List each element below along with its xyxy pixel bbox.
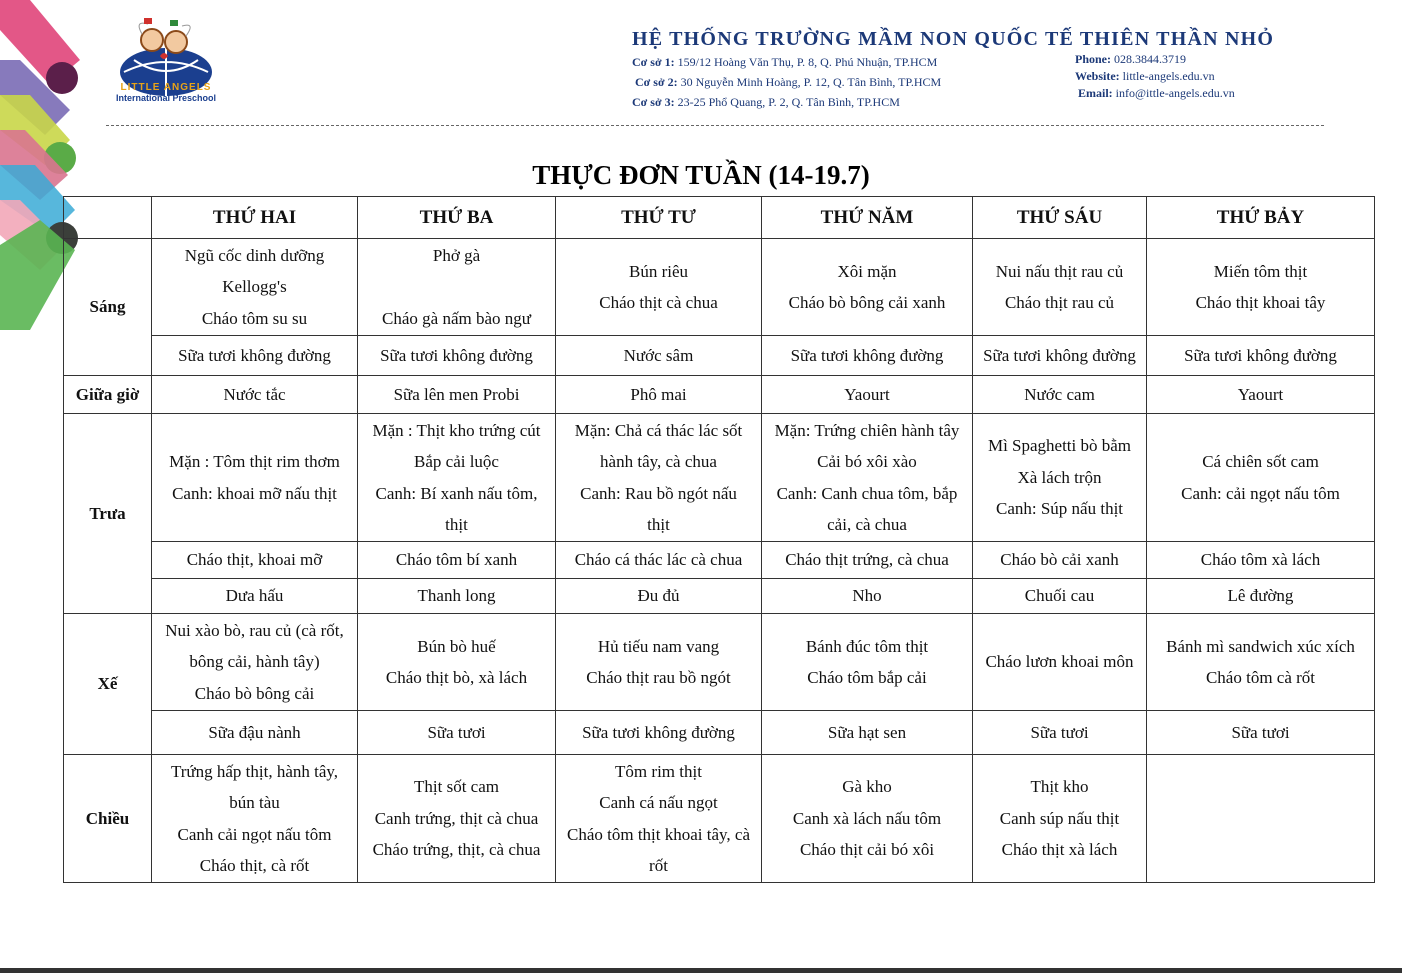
day-header-row: [64, 197, 1375, 239]
dish-line: thịt: [647, 515, 670, 534]
dish-line: Hủ tiếu nam vang: [597, 636, 720, 656]
dish-line: Canh: cải ngọt nấu tôm: [1181, 483, 1340, 503]
menu-cell: Cháo bò cải xanh: [973, 542, 1147, 579]
contact-label: Email:: [1078, 86, 1113, 100]
dish-line: Bánh đúc tôm thịt: [805, 636, 929, 656]
menu-cell: [358, 614, 556, 711]
menu-cell: [358, 755, 556, 883]
menu-cell: Nước cam: [973, 376, 1147, 414]
menu-title: THỰC ĐƠN TUẦN (14-19.7): [532, 160, 870, 190]
dish-line: Cháo bò bông cải: [194, 683, 315, 703]
menu-cell: Sữa tươi: [973, 711, 1147, 755]
menu-cell: [1147, 614, 1375, 711]
dish-line: Cháo thịt, cà rốt: [199, 856, 310, 875]
table-row: [64, 336, 1375, 376]
menu-cell: [973, 755, 1147, 883]
contact-value: little-angels.edu.vn: [1122, 69, 1215, 83]
dish-line: [361, 271, 552, 303]
branch-label: Cơ sở 1:: [632, 55, 675, 69]
contact-website: [1075, 69, 1215, 84]
menu-cell: [556, 414, 762, 542]
menu-cell: Yaourt: [762, 376, 973, 414]
dish-line: Cháo thịt bò, xà lách: [385, 668, 528, 687]
day-header: THỨ SÁU: [973, 197, 1147, 239]
day-header: THỨ TƯ: [556, 197, 762, 239]
dish-line: Canh: Bí xanh nấu tôm,: [375, 483, 538, 503]
menu-cell: [762, 755, 973, 883]
day-header: THỨ BA: [358, 197, 556, 239]
menu-cell: Sữa tươi: [358, 711, 556, 755]
menu-cell: Sữa tươi không đường: [358, 336, 556, 376]
contact-value: 028.3844.3719: [1114, 52, 1186, 66]
menu-cell: Sữa tươi không đường: [973, 336, 1147, 376]
dish-line: Nui xào bò, rau củ (cà rốt,: [165, 620, 344, 640]
dish-line: Canh: Súp nấu thịt: [995, 499, 1124, 519]
dish-line: thịt: [445, 515, 468, 534]
table-row: [64, 542, 1375, 579]
table-row: [64, 414, 1375, 542]
dish-line: Canh xà lách nấu tôm: [792, 808, 942, 828]
branch-address: 159/12 Hoàng Văn Thụ, P. 8, Q. Phú Nhuận, TP.HCM: [677, 55, 938, 69]
dish-line: Bún riêu: [628, 261, 689, 281]
dish-line: Canh: Rau bồ ngót nấu: [580, 483, 737, 503]
weekly-menu-table: [63, 196, 1375, 883]
dish-line: Canh cải ngọt nấu tôm: [177, 824, 332, 844]
menu-cell: Nước tắc: [152, 376, 358, 414]
dish-line: Mặn : Tôm thịt rim thơm: [169, 452, 340, 471]
branch-1: [632, 55, 937, 70]
dish-line: Xôi mặn: [837, 261, 897, 281]
meal-label: Trưa: [64, 414, 152, 614]
dish-line: Canh: khoai mỡ nấu thịt: [172, 483, 337, 503]
day-header: THỨ NĂM: [762, 197, 973, 239]
menu-cell: Lê đường: [1147, 579, 1375, 614]
logo-subtitle: International Preschool: [115, 93, 217, 103]
dish-line: Thịt sốt cam: [414, 777, 499, 797]
dish-line: Cháo tôm bắp cải: [807, 668, 927, 687]
menu-cell: [762, 414, 973, 542]
dish-line: Mì Spaghetti bò bằm: [987, 436, 1132, 456]
dish-line: hành tây, cà chua: [600, 452, 717, 471]
menu-cell: Nước sâm: [556, 336, 762, 376]
dish-line: Cháo thịt rau củ: [1004, 293, 1115, 312]
dish-line: Cháo tôm cà rốt: [1205, 668, 1316, 687]
dish-line: Canh súp nấu thịt: [999, 808, 1120, 828]
dish-line: rốt: [649, 856, 668, 875]
table-row: [64, 579, 1375, 614]
corner-cell: [64, 197, 152, 239]
meal-label: Chiều: [64, 755, 152, 883]
menu-cell: Phô mai: [556, 376, 762, 414]
dish-line: bông cải, hành tây): [189, 652, 320, 672]
menu-cell: [358, 414, 556, 542]
menu-cell: Cháo thịt trứng, cà chua: [762, 542, 973, 579]
menu-cell: Thanh long: [358, 579, 556, 614]
menu-cell: Sữa tươi: [1147, 711, 1375, 755]
contact-label: Phone:: [1075, 52, 1111, 66]
day-header: THỨ BẢY: [1147, 197, 1375, 239]
dish-line: Tôm rim thịt: [615, 761, 702, 781]
menu-cell: Yaourt: [1147, 376, 1375, 414]
menu-cell: Cháo tôm bí xanh: [358, 542, 556, 579]
meal-label: Sáng: [64, 239, 152, 376]
table-row: [64, 711, 1375, 755]
branch-address: 23-25 Phổ Quang, P. 2, Q. Tân Bình, TP.HCM: [677, 95, 900, 109]
menu-cell: Sữa đậu nành: [152, 711, 358, 755]
menu-cell: [152, 239, 358, 336]
menu-cell: [556, 755, 762, 883]
menu-cell: [358, 239, 556, 336]
menu-cell: Nho: [762, 579, 973, 614]
dish-line: Cháo thịt khoai tây: [1195, 293, 1326, 312]
dish-line: Mặn : Thịt kho trứng cút: [372, 420, 541, 440]
dish-line: Bánh mì sandwich xúc xích: [1166, 636, 1355, 656]
menu-cell: Cháo tôm xà lách: [1147, 542, 1375, 579]
dish-line: Cháo trứng, thịt, cà chua: [372, 840, 541, 860]
dish-line: Mặn: Chả cá thác lác sốt: [574, 420, 743, 440]
menu-cell: Cháo thịt, khoai mỡ: [152, 542, 358, 579]
branch-label: Cơ sở 2:: [635, 75, 678, 89]
dish-line: Miến tôm thịt: [1213, 261, 1308, 281]
dish-line: Xà lách trộn: [1017, 467, 1102, 487]
menu-cell: Sữa tươi không đường: [556, 711, 762, 755]
meal-label: Xế: [64, 614, 152, 755]
logo-brand: LITTLE ANGELS: [120, 82, 212, 93]
menu-cell: Cháo cá thác lác cà chua: [556, 542, 762, 579]
meal-label: Giữa giờ: [64, 376, 152, 414]
contact-value: info@ittle-angels.edu.vn: [1115, 86, 1235, 100]
bottom-border: [0, 968, 1402, 973]
dish-line: Mặn: Trứng chiên hành tây: [774, 420, 960, 440]
menu-cell: [762, 614, 973, 711]
dish-line: Cháo gà nấm bào ngư: [382, 308, 531, 328]
contact-phone: [1075, 52, 1186, 67]
dish-line: cải, cà chua: [827, 515, 907, 534]
dish-line: Cháo thịt xà lách: [1001, 840, 1118, 860]
dish-line: Cháo thịt cà chua: [599, 293, 718, 312]
table-row: [64, 614, 1375, 711]
menu-cell: Sữa tươi không đường: [1147, 336, 1375, 376]
dish-line: Cháo bò bông cải xanh: [788, 293, 946, 312]
menu-cell: Sữa hạt sen: [762, 711, 973, 755]
dish-line: Phở gà: [432, 245, 481, 265]
menu-cell: [1147, 239, 1375, 336]
table-row: [64, 755, 1375, 883]
menu-cell: [973, 414, 1147, 542]
dish-line: Cá chiên sốt cam: [1202, 452, 1319, 471]
dish-line: Cải bó xôi xào: [817, 452, 917, 471]
dish-line: Nui nấu thịt rau củ: [995, 261, 1124, 281]
branch-label: Cơ sở 3:: [632, 95, 675, 109]
menu-cell: [556, 614, 762, 711]
header-divider: [106, 125, 1324, 126]
menu-cell: Chuối cau: [973, 579, 1147, 614]
dish-line: Bắp cải luộc: [414, 452, 499, 471]
dish-line: Cháo tôm thịt khoai tây, cà: [566, 824, 751, 844]
dish-line: Bún bò huế: [417, 636, 496, 656]
dish-line: Gà kho: [842, 777, 892, 797]
menu-cell: Đu đủ: [556, 579, 762, 614]
menu-cell: Sữa tươi không đường: [152, 336, 358, 376]
menu-cell: [152, 755, 358, 883]
menu-cell: [973, 614, 1147, 711]
menu-cell: [1147, 414, 1375, 542]
menu-cell: [1147, 755, 1375, 883]
branch-address: 30 Nguyễn Minh Hoàng, P. 12, Q. Tân Bình, TP.HCM: [680, 75, 942, 89]
dish-line: Cháo thịt cải bó xôi: [799, 840, 935, 860]
dish-line: Ngũ cốc dinh dưỡng: [184, 245, 325, 265]
menu-cell: [762, 239, 973, 336]
school-logo-text: [104, 82, 228, 104]
contact-label: Website:: [1075, 69, 1120, 83]
menu-cell: Sữa tươi không đường: [762, 336, 973, 376]
dish-line: Trứng hấp thịt, hành tây,: [170, 761, 339, 781]
dish-line: bún tàu: [229, 793, 280, 812]
dish-line: Kellogg's: [222, 277, 287, 297]
dish-line: Canh: Canh chua tôm, bắp: [776, 483, 958, 503]
branch-3: [632, 95, 900, 110]
menu-cell: [556, 239, 762, 336]
table-row: [64, 376, 1375, 414]
menu-cell: Dưa hấu: [152, 579, 358, 614]
dish-line: Thịt kho: [1030, 777, 1089, 797]
dish-line: Cháo thịt rau bồ ngót: [586, 668, 731, 687]
branch-2: [635, 75, 941, 90]
day-header: THỨ HAI: [152, 197, 358, 239]
dish-line: Cháo tôm su su: [201, 308, 308, 328]
dish-line: Canh trứng, thịt cà chua: [374, 808, 539, 828]
dish-line: Canh cá nấu ngọt: [599, 793, 718, 812]
contact-email: [1078, 86, 1235, 101]
menu-cell: [973, 239, 1147, 336]
organization-name: HỆ THỐNG TRƯỜNG MẦM NON QUỐC TẾ THIÊN THẦN NHỎ: [632, 28, 1275, 50]
menu-cell: [152, 614, 358, 711]
menu-cell: Sữa lên men Probi: [358, 376, 556, 414]
menu-cell: [152, 414, 358, 542]
dish-line: Cháo lươn khoai môn: [985, 652, 1134, 672]
table-row: [64, 239, 1375, 336]
